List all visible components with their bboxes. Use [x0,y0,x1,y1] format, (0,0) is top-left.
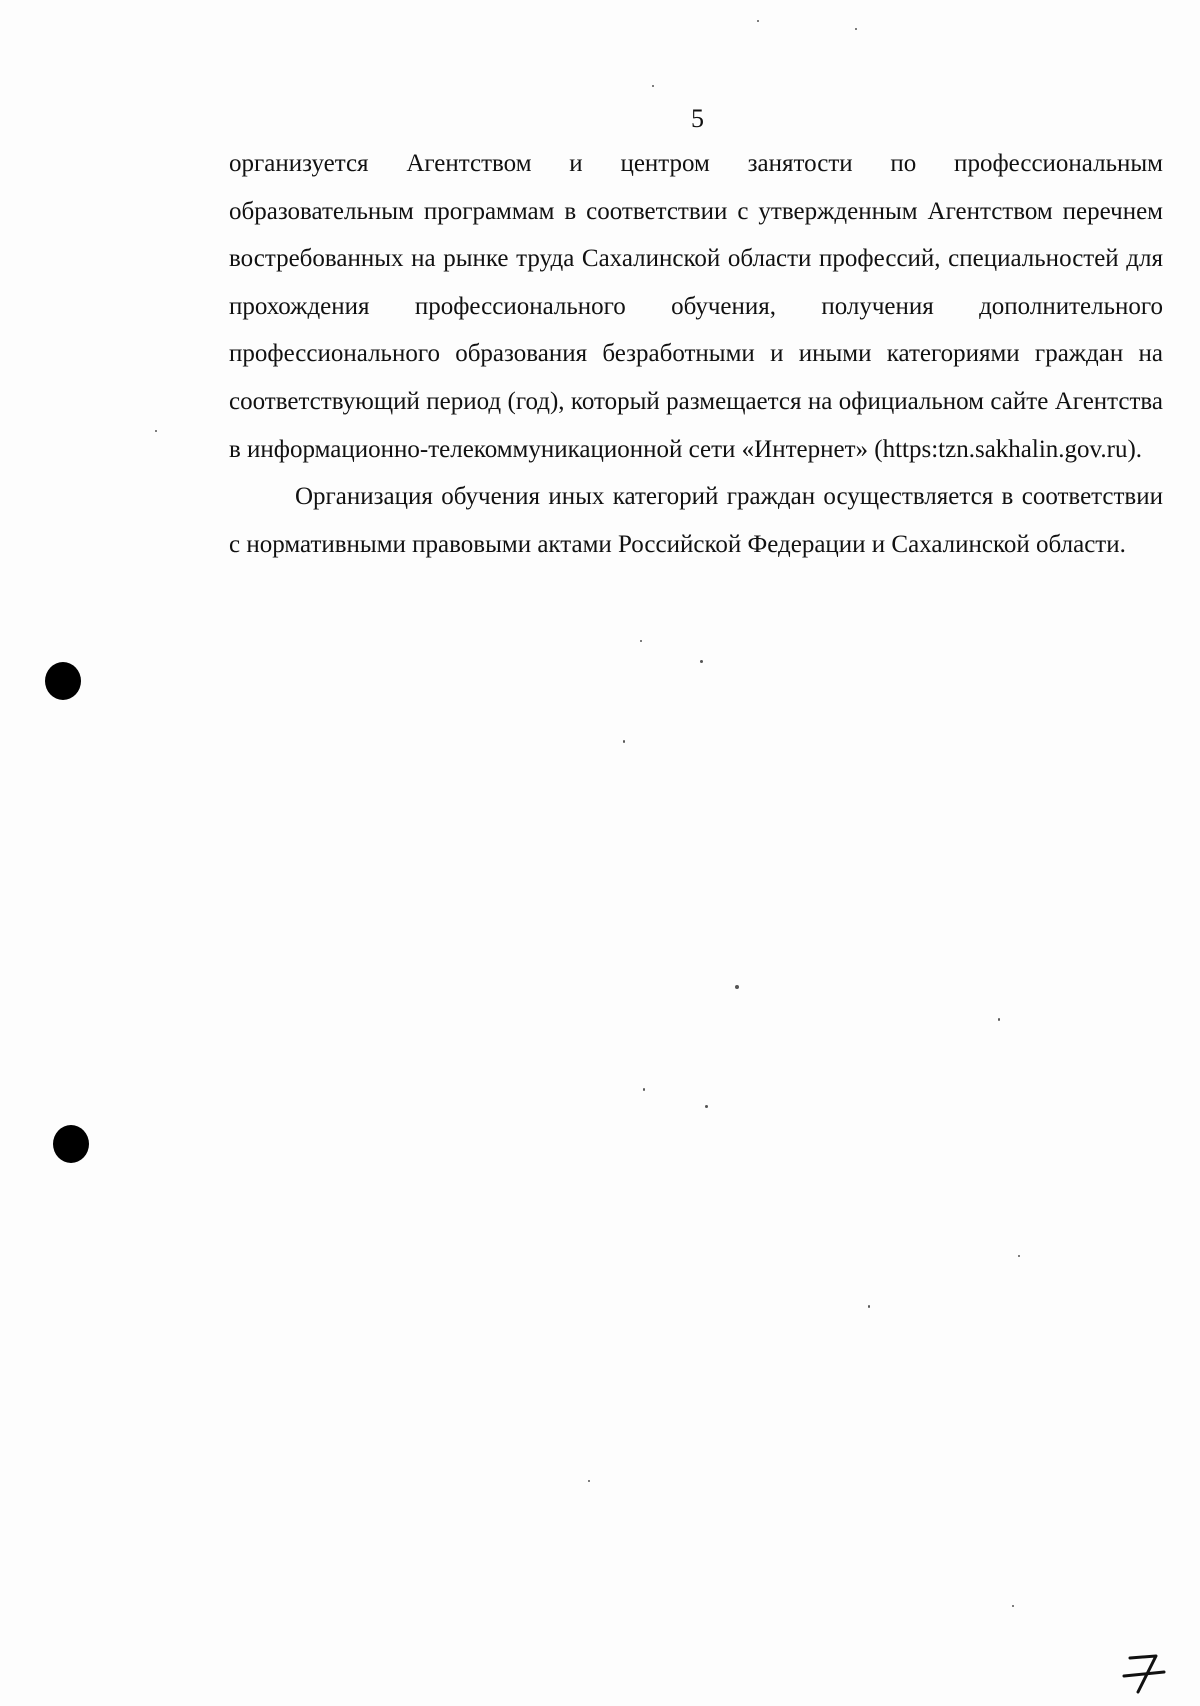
page-number: 5 [691,104,704,133]
scan-speck [855,28,857,30]
handwritten-page-mark-icon [1116,1648,1176,1696]
scan-speck [868,1305,870,1308]
scan-speck [1012,1605,1014,1607]
paragraph: Организация обучения иных категорий граждан осуществляется в соответствии с нормативными правовыми актами Российской Федерации и Сахалинской области. [229,483,1163,558]
scan-speck [652,85,654,87]
punch-hole [45,662,81,700]
scan-speck [640,640,642,642]
scan-speck [588,1480,590,1482]
scan-speck [998,1018,1000,1021]
scan-speck [1018,1255,1020,1257]
scan-speck [623,740,625,743]
document-body [229,140,1163,568]
scan-speck [700,660,703,663]
scan-speck [643,1088,645,1091]
paragraph-continued: организуется Агентством и центром занятости по профессиональным образовательным программам в соответствии с утвержденным Агентством перечнем востребованных на рынке труда Сахалинской области профессий, специальностей для прохождения профессионального обучения, получения дополнительного профессионального образования безработными и иными категориями граждан на соответствующий период (год), который размещается на официальном сайте Агентства в информационно-телекоммуникационной сети «Интернет» (https:tzn.sakhalin.gov.ru). [229,150,1163,463]
scan-speck [705,1105,708,1108]
punch-hole [53,1125,89,1163]
scan-speck [735,985,739,989]
scan-speck [757,20,759,22]
scan-speck [155,430,157,432]
